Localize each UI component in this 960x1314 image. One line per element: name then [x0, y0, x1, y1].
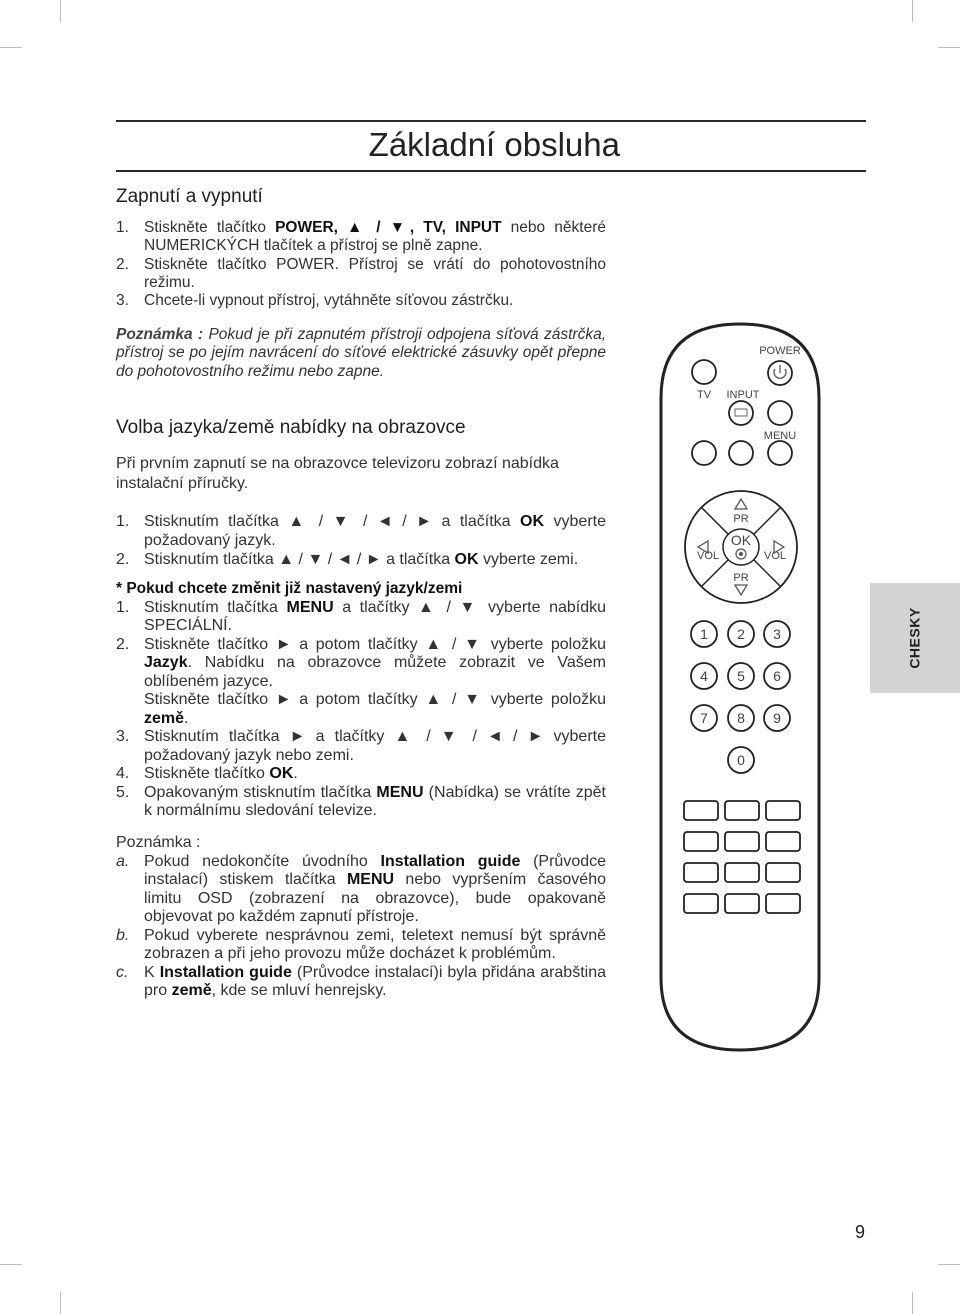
change-language-block [116, 580, 606, 821]
power-steps [116, 219, 606, 310]
digit-label: 5 [737, 668, 745, 684]
list-item: b. Pokud vyberete nesprávnou zemi, teletext nemusí být správně zobrazen a při jeho provozu může docházet k problémům. [116, 926, 606, 962]
tv-label: TV [696, 389, 712, 401]
list-item: 2. Stisknutím tlačítka ▲ / ▼ / ◄ / ► a tlačítka OK vyberte zemi. [116, 551, 579, 568]
ok-label: OK [730, 532, 752, 548]
rect-button[interactable] [725, 894, 759, 913]
crop-mark [938, 47, 960, 48]
digit-label: 4 [700, 668, 708, 684]
tv-button[interactable] [692, 360, 716, 384]
crop-mark [912, 1292, 913, 1314]
digit-label: 0 [737, 752, 745, 768]
remote-control-illustration [655, 318, 825, 1058]
crop-mark [60, 0, 61, 22]
crop-mark [938, 1264, 960, 1265]
blank-button[interactable] [692, 441, 716, 465]
digit-label: 3 [773, 626, 781, 642]
input-label: INPUT [726, 389, 760, 401]
title-rule [116, 170, 866, 172]
page-title: Základní obsluha [368, 126, 620, 163]
input-button[interactable] [729, 401, 753, 425]
up-arrow-icon [735, 499, 747, 509]
list-item: 5. Opakovaným stisknutím tlačítka MENU (Nabídka) se vrátíte zpět k normálnímu sledování televize. [116, 783, 606, 819]
crop-mark [0, 47, 22, 48]
rect-button[interactable] [725, 863, 759, 882]
rect-button[interactable] [684, 863, 718, 882]
crop-mark [0, 1264, 22, 1265]
power-label: POWER [759, 345, 801, 357]
list-item: 1. Stisknutím tlačítka MENU a tlačítky ▲ / ▼ vyberte nabídku SPECIÁLNÍ. [116, 598, 607, 634]
digit-label: 7 [700, 710, 708, 726]
list-item: Stiskněte tlačítko ► a potom tlačítky ▲ / ▼ vyberte položku země. [144, 691, 606, 727]
rect-button[interactable] [725, 801, 759, 820]
power-note: Poznámka : Pokud je při zapnutém přístroji odpojena síťová zástrčka, přístroj se po jejím navrácení do síťové elektrické zásuvky opět přepne do pohotovostního režimu nebo zapne. [116, 326, 606, 380]
power-icon [774, 365, 786, 378]
language-side-tab: CHESKY [870, 583, 960, 693]
section-heading-power: Zapnutí a vypnutí [116, 186, 263, 207]
pr-up-label: PR [733, 513, 749, 525]
blank-button[interactable] [768, 441, 792, 465]
list-item: 1. Stiskněte tlačítko POWER, ▲ / ▼, TV, INPUT nebo některé NUMERICKÝCH tlačítek a přístroj se plně zapne. [116, 219, 606, 255]
number-pad [691, 621, 790, 773]
list-item: 2. Stiskněte tlačítko ► a potom tlačítky ▲ / ▼ vyberte položku Jazyk. Nabídku na obrazovce můžete zobrazit ve Vašem oblíbeném jazyce. [116, 635, 606, 690]
language-notes [116, 834, 606, 1001]
menu-label: MENU [763, 430, 797, 442]
rect-button[interactable] [766, 894, 800, 913]
list-item: 1. Stisknutím tlačítka ▲ / ▼ / ◄ / ► a tlačítka OK vyberte požadovaný jazyk. [116, 513, 606, 549]
input-icon [735, 409, 747, 416]
ok-dot-center [739, 552, 743, 556]
digit-label: 1 [700, 626, 708, 642]
page-number: 9 [855, 1222, 866, 1242]
blank-button[interactable] [729, 441, 753, 465]
list-item: 4. Stiskněte tlačítko OK. [116, 765, 298, 782]
language-steps [116, 512, 606, 569]
digit-label: 9 [773, 710, 781, 726]
vol-right-label: VOL [763, 550, 787, 562]
digit-label: 6 [773, 668, 781, 684]
language-intro: Při prvním zapnutí se na obrazovce televizoru zobrazí nabídka instalační příručky. [116, 455, 559, 492]
crop-mark [912, 0, 913, 22]
list-item: 3. Stisknutím tlačítka ► a tlačítky ▲ / ▼ / ◄ / ► vyberte požadovaný jazyk nebo zemi. [116, 728, 606, 764]
crop-mark [60, 1292, 61, 1314]
change-language-subheading: * Pokud chcete změnit již nastavený jazyk/zemi [116, 580, 463, 597]
pr-down-label: PR [733, 572, 749, 584]
list-item: 2. Stiskněte tlačítko POWER. Přístroj se vrátí do pohotovostního režimu. [116, 255, 606, 291]
list-item: 3. Chcete-li vypnout přístroj, vytáhněte síťovou zástrčku. [116, 292, 514, 310]
rect-button[interactable] [766, 863, 800, 882]
rect-button[interactable] [725, 832, 759, 851]
list-item: a. Pokud nedokončíte úvodního Installation guide (Průvodce instalací) stiskem tlačítka MENU nebo vypršením časového limitu OSD (zobrazení na obrazovce), bude opakovaně objevovat po každém zapnutí přístroje. [116, 852, 607, 925]
digit-label: 2 [737, 626, 745, 642]
notes-label: Poznámka : [116, 834, 201, 851]
rect-button[interactable] [684, 801, 718, 820]
list-item: c. K Installation guide (Průvodce instalací)i byla přidána arabština pro země, kde se mluví henrejsky. [116, 963, 606, 999]
menu-button[interactable] [768, 401, 792, 425]
vol-left-label: VOL [696, 550, 720, 562]
rect-button[interactable] [766, 801, 800, 820]
digit-label: 8 [737, 710, 745, 726]
section-heading-language: Volba jazyka/země nabídky na obrazovce [116, 417, 466, 438]
function-buttons [684, 801, 800, 913]
rect-button[interactable] [766, 832, 800, 851]
down-arrow-icon [735, 585, 747, 595]
rect-button[interactable] [684, 894, 718, 913]
rect-button[interactable] [684, 832, 718, 851]
header-rule [116, 120, 866, 122]
